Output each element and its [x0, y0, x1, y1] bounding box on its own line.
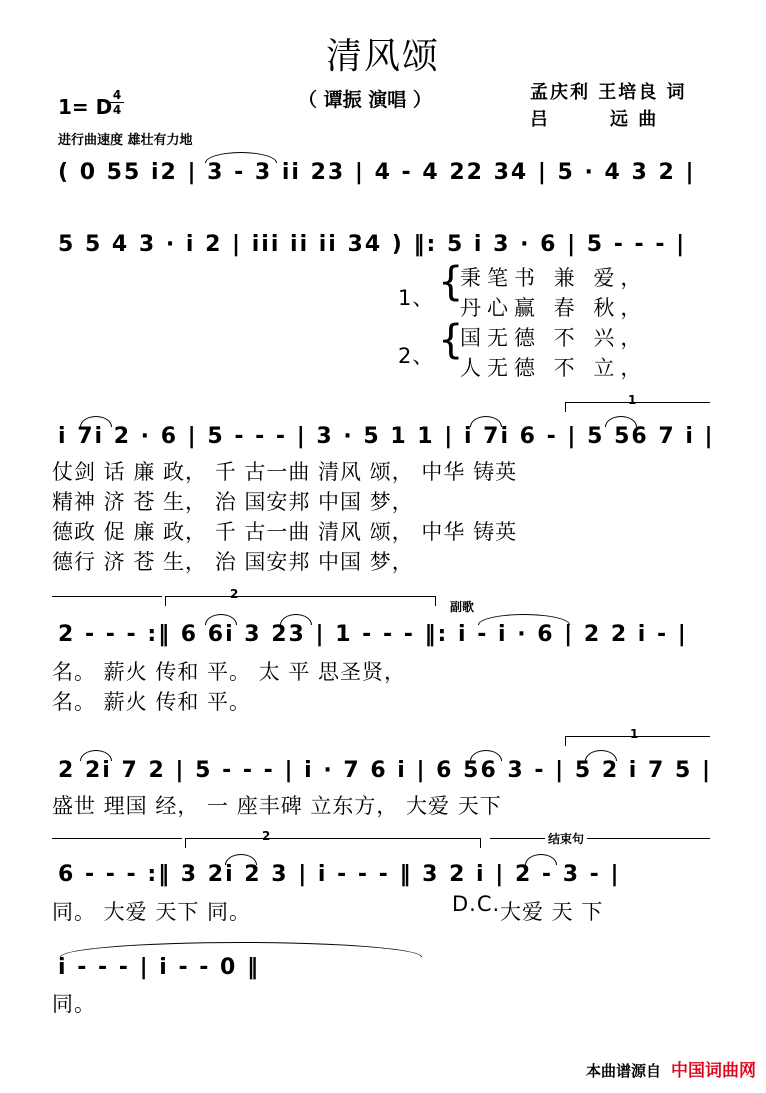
- volta-2-b: 2: [262, 829, 271, 843]
- lyrics-row-4-line-1: 名。 薪火 传和 平。 太 平 思圣贤，: [52, 660, 407, 684]
- lyrics-row-7-line-1: 同。: [52, 992, 96, 1016]
- tempo-marking: 进行曲速度 雄壮有力地: [58, 133, 193, 148]
- lyrics-row-3-line-2: 精神 济 苍 生， 治 国安邦 中国 梦，: [52, 490, 414, 514]
- score-row-1: ( 0 55 i2 | 3 - 3 ii 23 | 4 - 4 22 34 | 5 · 4 3 2 |: [58, 160, 696, 185]
- verse-brace-2: {: [438, 317, 464, 363]
- verse-label-2: 2、: [398, 344, 435, 368]
- dc-marker: D.C.: [452, 892, 501, 916]
- composer-credit: 吕 远 曲: [530, 109, 659, 130]
- verse-label-1: 1、: [398, 286, 435, 310]
- lyrics-row-3-line-1: 仗剑 话 廉 政， 千 古一曲 清风 颂， 中华 铸英: [52, 460, 518, 484]
- volta-1-b: 1: [630, 727, 639, 741]
- key-signature: 1= D: [58, 95, 113, 119]
- lyrics-row-6-line-2: 大爱 天 下: [500, 900, 604, 924]
- score-row-6: 6 - - - :‖ 3 2i 2 3 | i - - - ‖ 3 2 i | 2 - 3 - |: [58, 862, 621, 887]
- lyrics-row-5-line-1: 盛世 理国 经， 一 座丰碑 立东方， 大爱 天下: [52, 794, 502, 818]
- ending-marker: 结束句: [545, 830, 587, 847]
- score-row-5: 2 2i 7 2 | 5 - - - | i · 7 6 i | 6 56 3 - | 5 2 i 7 5 |: [58, 758, 712, 783]
- volta-2-a: 2: [230, 587, 239, 601]
- score-row-3: i 7i 2 · 6 | 5 - - - | 3 · 5 1 1 | i 7i 6 - | 5 56 7 i |: [58, 424, 715, 449]
- singer-credit: （ 谭振 演唱 ）: [298, 89, 432, 111]
- verse-1b: 丹心赢 春 秋，: [460, 296, 648, 320]
- verse-1a: 秉笔书 兼 爱，: [460, 266, 648, 290]
- time-signature-top: 4: [112, 88, 122, 102]
- lyrics-row-4-line-2: 名。 薪火 传和 平。: [52, 690, 252, 714]
- song-title: 清风颂: [325, 36, 440, 77]
- score-row-2: 5 5 4 3 · i 2 | iii ii ii 34 ) ‖: 5 i 3 · 6 | 5 - - - |: [58, 232, 687, 257]
- score-row-7: i - - - | i - - 0 ‖: [58, 955, 261, 980]
- volta-1-a: 1: [628, 393, 637, 407]
- source-text: 本曲谱源自: [585, 1062, 661, 1080]
- time-signature: [110, 88, 124, 117]
- lyricist-credit: 孟庆利 王培良 词: [530, 82, 687, 103]
- score-row-4: 2 - - - :‖ 6 6i 3 23 | 1 - - - ‖: i - i · 6 | 2 2 i - |: [58, 622, 688, 647]
- source-footer: [586, 1056, 756, 1081]
- verse-2a: 国无德 不 兴，: [460, 326, 648, 350]
- lyrics-row-3-line-3: 德政 促 廉 政， 千 古一曲 清风 颂， 中华 铸英: [52, 520, 518, 544]
- lyrics-row-3-line-4: 德行 济 苍 生， 治 国安邦 中国 梦，: [52, 550, 414, 574]
- verse-2b: 人无德 不 立，: [460, 356, 648, 380]
- lyrics-row-6-line-1: 同。 大爱 天下 同。: [52, 900, 252, 924]
- site-name: 中国词曲网: [671, 1061, 756, 1081]
- verse-brace-1: {: [438, 259, 464, 305]
- time-signature-bottom: 4: [110, 102, 124, 117]
- chorus-marker: 副歌: [450, 600, 475, 614]
